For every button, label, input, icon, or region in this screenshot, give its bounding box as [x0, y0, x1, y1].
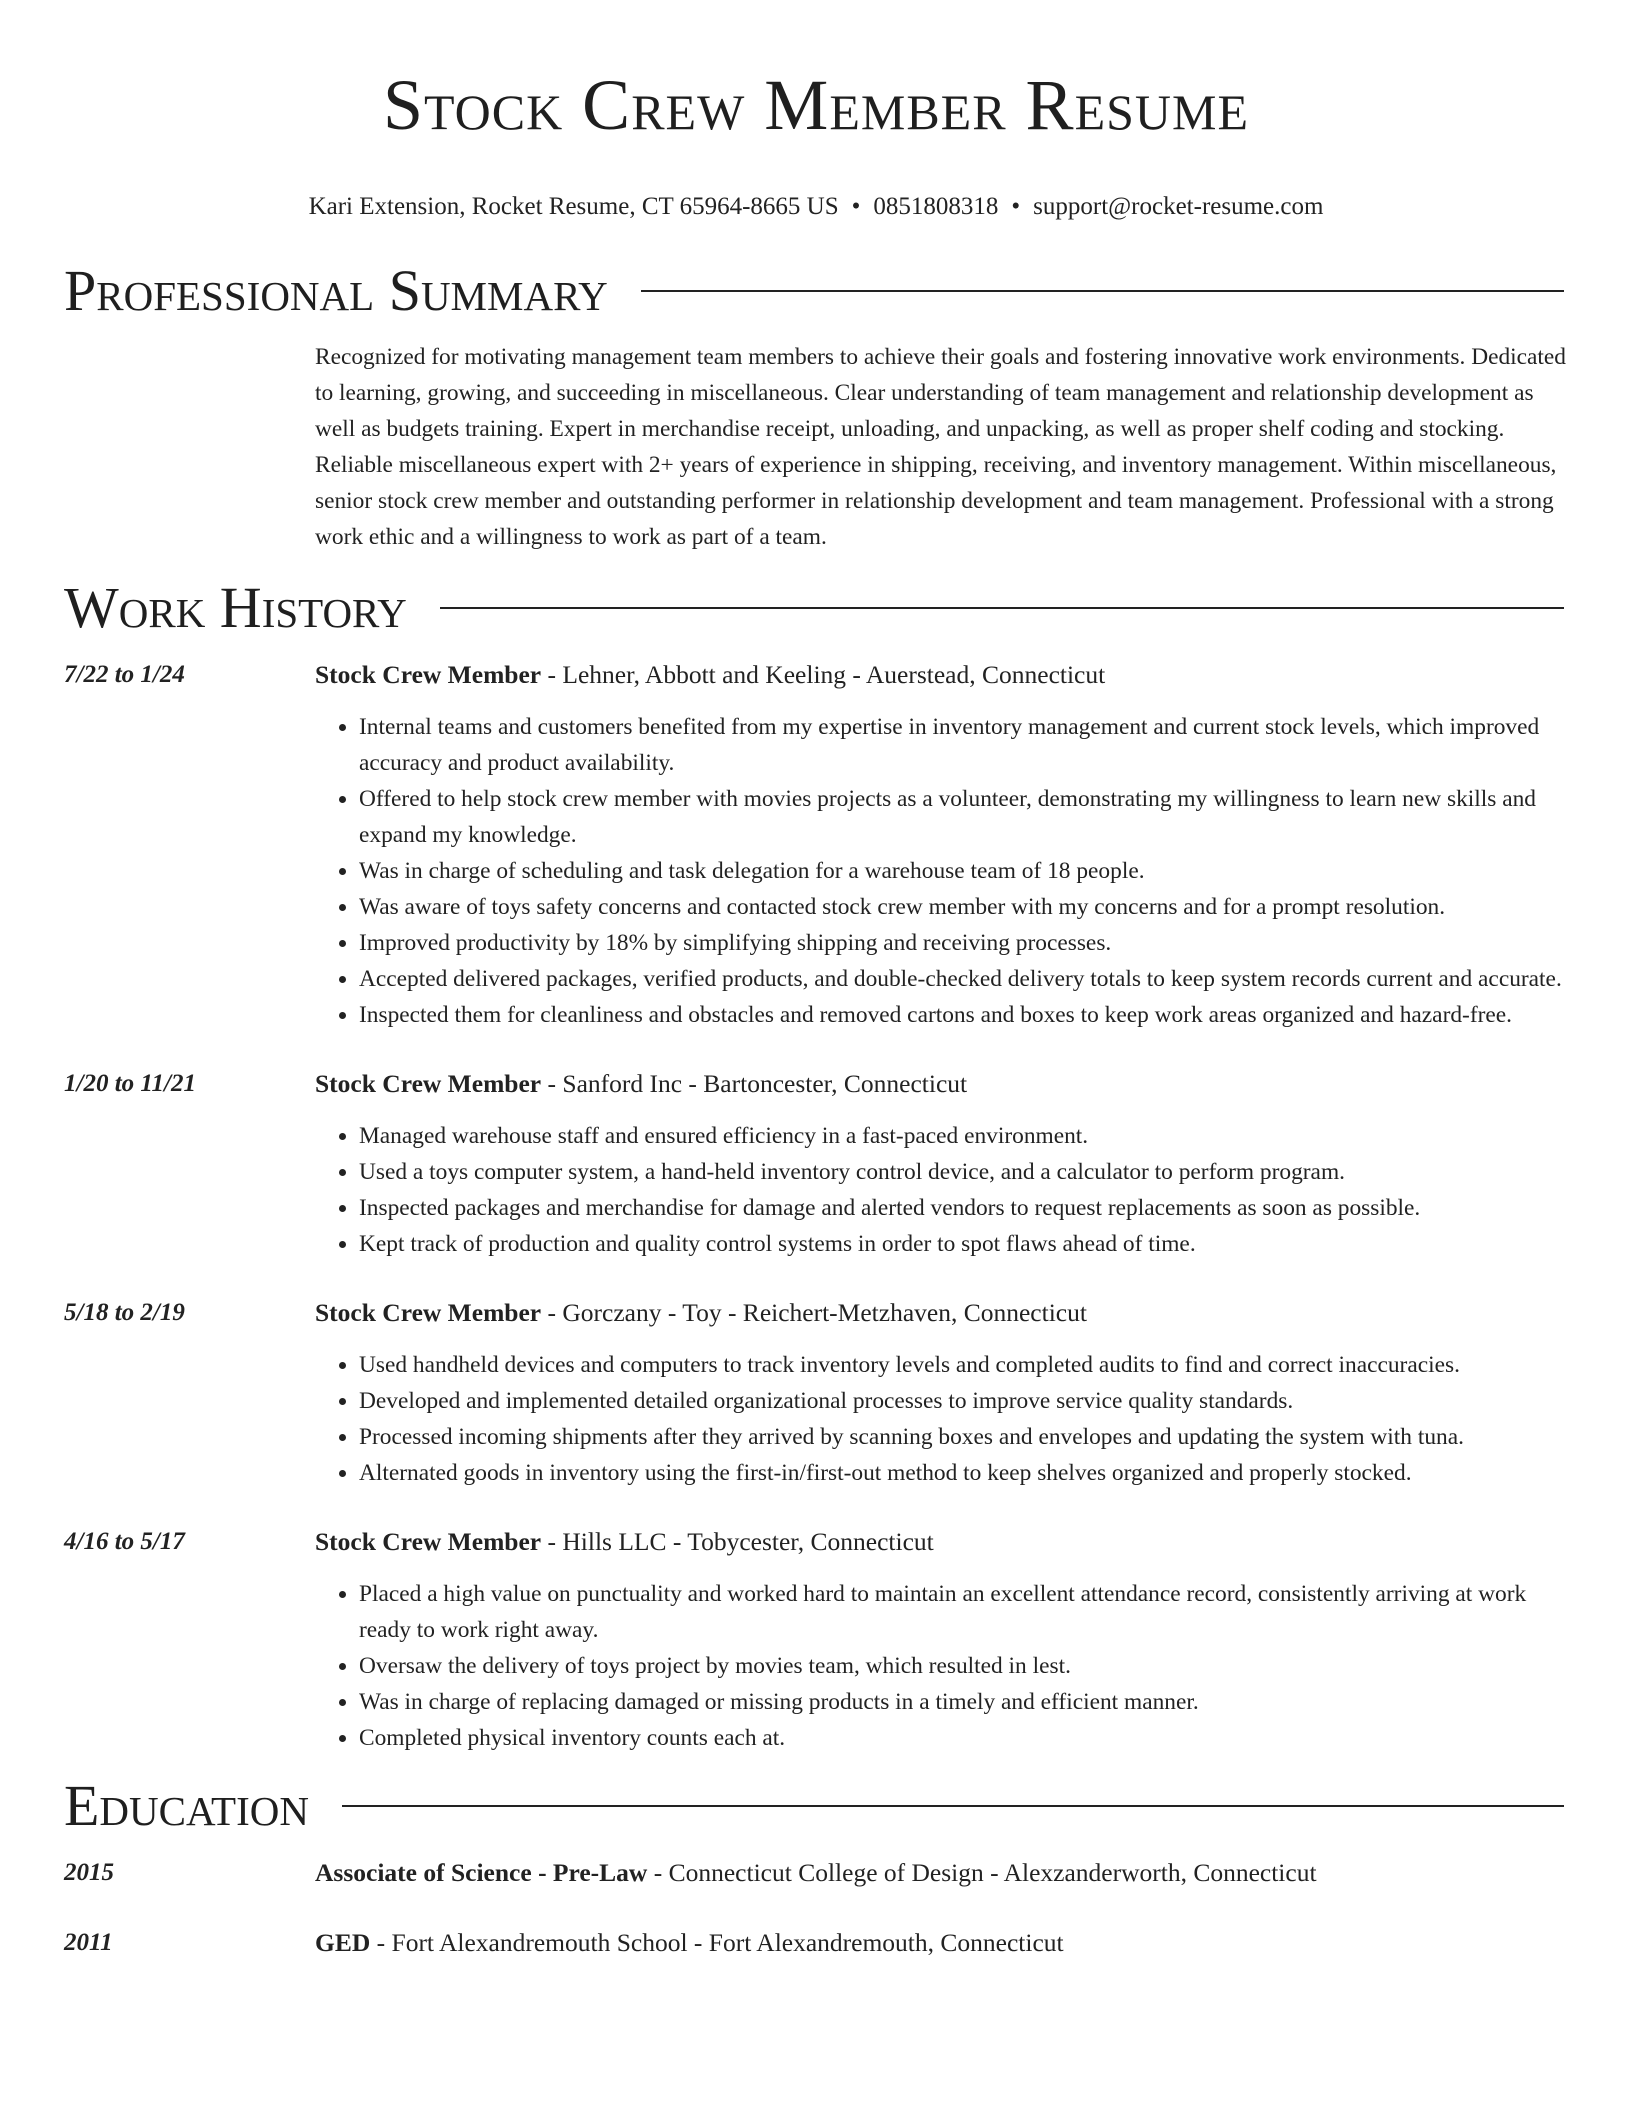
job-employer: - Gorczany - Toy - Reichert-Metzhaven, Connecticut	[541, 1298, 1087, 1327]
education-degree: GED	[315, 1928, 371, 1957]
job-duty-item: • Used handheld devices and computers to track inventory levels and completed audits to find and correct inaccuracies.	[359, 1347, 1572, 1383]
contact-phone: 0851808318	[873, 193, 999, 220]
job-title-line	[315, 1295, 1572, 1331]
job-title: Stock Crew Member	[315, 1069, 542, 1098]
job-duty-item: • Internal teams and customers benefited from my expertise in inventory management and current stock levels, which improved accuracy and product availability.	[359, 709, 1572, 781]
job-title: Stock Crew Member	[315, 660, 542, 689]
education-body	[315, 1855, 1572, 1891]
job-duty-item: • Used a toys computer system, a hand-held inventory control device, and a calculator to perform program.	[359, 1154, 1572, 1190]
job-duty-item: • Oversaw the delivery of toys project by movies team, which resulted in lest.	[359, 1648, 1572, 1684]
job-body	[315, 1295, 1572, 1491]
work-history-heading: Work History	[64, 575, 407, 640]
education-entry	[64, 1925, 1572, 1961]
job-body	[315, 657, 1572, 1033]
job-entry	[64, 657, 1572, 1033]
job-duty-item: • Placed a high value on punctuality and worked hard to maintain an excellent attendance record, consistently arriving at work ready to work right away.	[359, 1576, 1572, 1648]
job-body	[315, 1524, 1572, 1756]
job-duty-item: • Was aware of toys safety concerns and contacted stock crew member with my concerns and for a prompt resolution.	[359, 889, 1572, 925]
job-dates: 4/16 to 5/17	[64, 1528, 185, 1555]
education-degree: Associate of Science - Pre-Law	[315, 1858, 648, 1887]
job-title-line	[315, 657, 1572, 693]
job-title: Stock Crew Member	[315, 1298, 542, 1327]
resume-title: Stock Crew Member Resume	[382, 65, 1250, 145]
education-line	[315, 1925, 1572, 1961]
education-school: - Connecticut College of Design - Alexzanderworth, Connecticut	[647, 1858, 1317, 1887]
section-divider	[440, 607, 1564, 609]
job-title-line	[315, 1066, 1572, 1102]
contact-email: support@rocket-resume.com	[1033, 193, 1324, 220]
work-history-section	[0, 573, 1632, 1756]
job-duties	[315, 1576, 1572, 1756]
separator-dot: •	[1011, 193, 1021, 220]
job-duty-item: • Improved productivity by 18% by simplifying shipping and receiving processes.	[359, 925, 1572, 961]
summary-header	[64, 256, 1564, 326]
contact-address: Kari Extension, Rocket Resume, CT 65964-8665 US	[308, 193, 839, 220]
education-line	[315, 1855, 1572, 1891]
job-title: Stock Crew Member	[315, 1527, 542, 1556]
section-divider	[641, 290, 1564, 292]
job-entry	[64, 1295, 1572, 1491]
job-employer: - Lehner, Abbott and Keeling - Auerstead, Connecticut	[541, 660, 1106, 689]
job-entry	[64, 1524, 1572, 1756]
job-duties	[315, 1347, 1572, 1491]
job-duties	[315, 1118, 1572, 1262]
job-employer: - Sanford Inc - Bartoncester, Connecticut	[541, 1069, 968, 1098]
summary-text: Recognized for motivating management team members to achieve their goals and fostering innovative work environments. Dedicated to learning, growing, and succeeding in miscellaneous. Clear understanding of team management and relationship development as well as budgets training. Expert in merchandise receipt, unloading, and unpacking, as well as proper shelf coding and stocking. Reliable miscellaneous expert with 2+ years of experience in shipping, receiving, and inventory management. Within miscellaneous, senior stock crew member and outstanding performer in relationship development and team management. Professional with a strong work ethic and a willingness to work as part of a team.	[315, 344, 1566, 550]
job-duty-item: • Inspected them for cleanliness and obstacles and removed cartons and boxes to keep work areas organized and hazard-free.	[359, 997, 1572, 1033]
education-heading: Education	[64, 1773, 309, 1838]
job-duty-item: • Kept track of production and quality control systems in order to spot flaws ahead of time.	[359, 1226, 1572, 1262]
job-employer: - Hills LLC - Tobycester, Connecticut	[541, 1527, 934, 1556]
section-divider	[342, 1805, 1564, 1807]
job-duty-item: • Inspected packages and merchandise for damage and alerted vendors to request replacements as soon as possible.	[359, 1190, 1572, 1226]
job-duty-item: • Developed and implemented detailed organizational processes to improve service quality standards.	[359, 1383, 1572, 1419]
education-year: 2011	[64, 1929, 113, 1956]
job-duty-item: • Completed physical inventory counts each at.	[359, 1720, 1572, 1756]
summary-section	[0, 256, 1632, 555]
job-duty-item: • Was in charge of replacing damaged or missing products in a timely and efficient manner.	[359, 1684, 1572, 1720]
job-duty-item: • Accepted delivered packages, verified products, and double-checked delivery totals to keep system records current and accurate.	[359, 961, 1572, 997]
summary-heading: Professional Summary	[64, 258, 608, 323]
job-duties	[315, 709, 1572, 1033]
job-entry	[64, 1066, 1572, 1262]
work-history-header	[64, 573, 1564, 643]
education-body	[315, 1925, 1572, 1961]
job-title-line	[315, 1524, 1572, 1560]
job-duty-item: • Offered to help stock crew member with movies projects as a volunteer, demonstrating my willingness to learn new skills and expand my knowledge.	[359, 781, 1572, 853]
education-entry	[64, 1855, 1572, 1891]
job-duty-item: • Alternated goods in inventory using the first-in/first-out method to keep shelves organized and properly stocked.	[359, 1455, 1572, 1491]
separator-dot: •	[851, 193, 861, 220]
job-body	[315, 1066, 1572, 1262]
education-year: 2015	[64, 1859, 114, 1886]
education-section	[0, 1771, 1632, 1961]
job-duty-item: • Processed incoming shipments after they arrived by scanning boxes and envelopes and updating the system with tuna.	[359, 1419, 1572, 1455]
education-school: - Fort Alexandremouth School - Fort Alexandremouth, Connecticut	[370, 1928, 1064, 1957]
job-dates: 1/20 to 11/21	[64, 1070, 196, 1097]
job-dates: 5/18 to 2/19	[64, 1299, 185, 1326]
job-dates: 7/22 to 1/24	[64, 661, 185, 688]
job-duty-item: • Was in charge of scheduling and task delegation for a warehouse team of 18 people.	[359, 853, 1572, 889]
contact-line	[0, 192, 1632, 222]
job-duty-item: • Managed warehouse staff and ensured efficiency in a fast-paced environment.	[359, 1118, 1572, 1154]
education-header	[64, 1771, 1564, 1841]
